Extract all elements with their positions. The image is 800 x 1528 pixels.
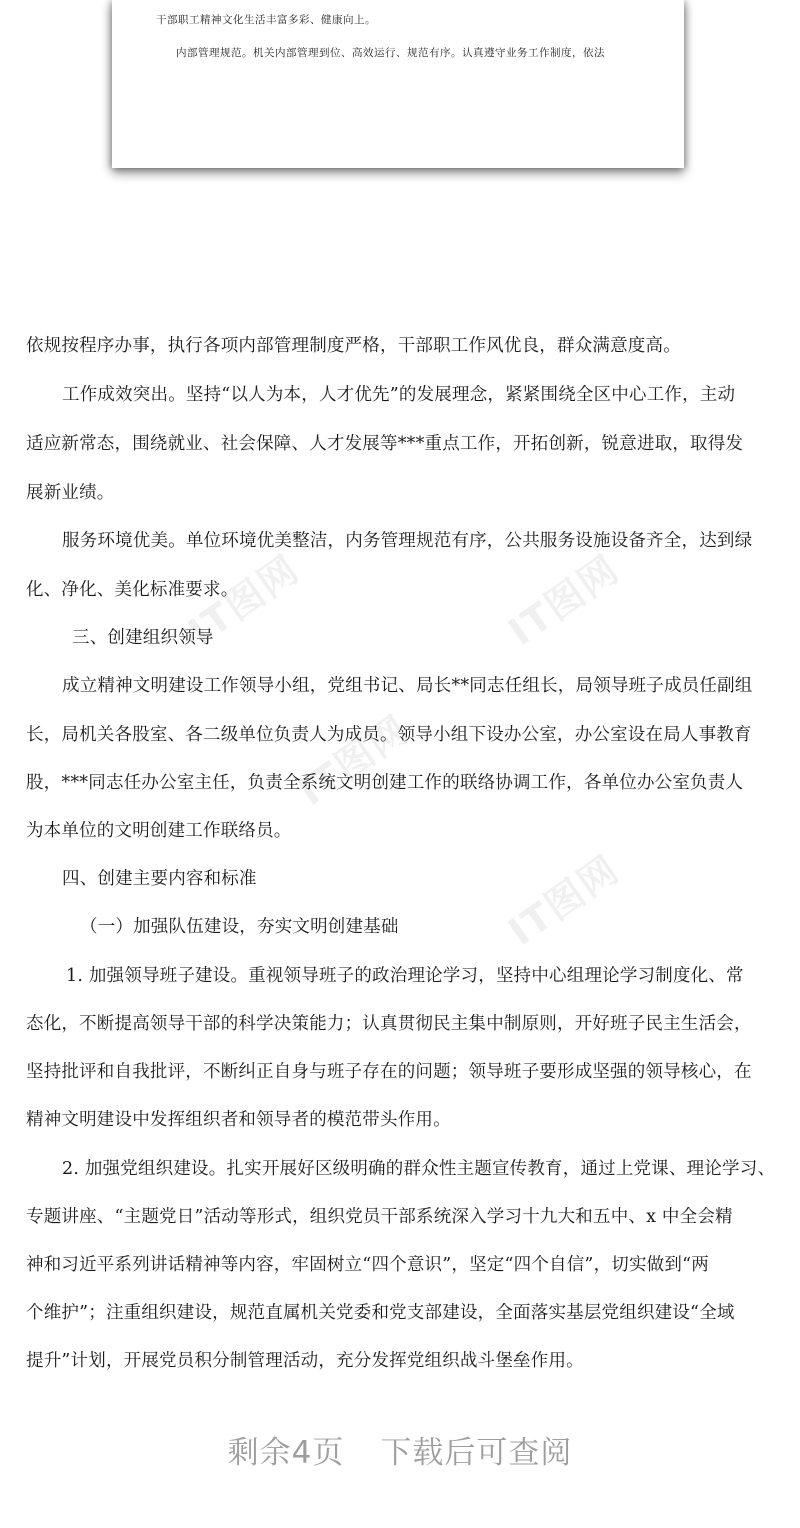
body-line: 化、净化、美化标准要求。	[26, 580, 239, 600]
body-line: 精神文明建设中发挥组织者和领导者的模范带头作用。	[26, 1110, 451, 1130]
download-hint[interactable]	[0, 1427, 800, 1472]
body-line: 专题讲座、“主题党日”活动等形式，组织党员干部系统深入学习十九大和五中、x 中全会精	[26, 1207, 733, 1227]
remaining-pages-label[interactable]: 剩余4页	[227, 1435, 345, 1471]
body-line: 为本单位的文明创建工作联络员。	[26, 821, 292, 841]
body-line: 依规按程序办事，执行各项内部管理制度严格，干部职工作风优良，群众满意度高。	[26, 336, 681, 356]
body-line: 股，***同志任办公室主任，负责全系统文明创建工作的联络协调工作，各单位办公室负责人	[26, 773, 744, 793]
watermark: IT图网	[290, 706, 418, 814]
body-line: 适应新常态，围绕就业、社会保障、人才发展等***重点工作，开拓创新，锐意进取，取得发	[26, 434, 744, 454]
body-line: 1. 加强领导班子建设。重视领导班子的政治理论学习，坚持中心组理论学习制度化、常	[66, 966, 744, 986]
subsection-heading: （一）加强队伍建设，夯实文明创建基础	[80, 917, 399, 937]
section-heading: 三、创建组织领导	[72, 628, 214, 648]
body-line: 长，局机关各股室、各二级单位负责人为成员。领导小组下设办公室，办公室设在局人事教育	[26, 725, 752, 745]
body-line: 个维护”；注重组织建设，规范直属机关党委和党支部建设，全面落实基层党组织建设“全域	[26, 1303, 735, 1323]
body-line: 神和习近平系列讲话精神等内容，牢固树立“四个意识”，坚定“四个自信”，切实做到“两	[26, 1255, 709, 1275]
body-line: 坚持批评和自我批评，不断纠正自身与班子存在的问题；领导班子要形成坚强的领导核心，在	[26, 1062, 752, 1082]
body-line: 提升”计划，开展党员积分制管理活动，充分发挥党组织战斗堡垒作用。	[26, 1351, 584, 1371]
body-line: 2. 加强党组织建设。扎实开展好区级明确的群众性主题宣传教育，通过上党课、理论学习、	[62, 1159, 776, 1179]
body-line: 态化，不断提高领导干部的科学决策能力；认真贯彻民主集中制原则，开好班子民主生活会，	[26, 1014, 752, 1034]
document-preview-card	[112, 0, 684, 168]
body-line: 服务环境优美。单位环境优美整洁，内务管理规范有序，公共服务设施设备齐全，达到绿	[62, 531, 753, 551]
body-line: 展新业绩。	[26, 483, 115, 503]
section-heading: 四、创建主要内容和标准	[62, 869, 257, 889]
watermark: IT图网	[180, 546, 308, 654]
watermark: IT图网	[500, 546, 628, 654]
body-line: 成立精神文明建设工作领导小组，党组书记、局长**同志任组长，局领导班子成员任副组	[62, 676, 753, 696]
preview-line-1: 干部职工精神文化生活丰富多彩、健康向上。	[156, 14, 376, 26]
body-line: 工作成效突出。坚持“以人为本，人才优先”的发展理念，紧紧围绕全区中心工作，主动	[62, 385, 736, 405]
watermark: IT图网	[500, 846, 628, 954]
preview-line-2: 内部管理规范。机关内部管理到位、高效运行、规范有序。认真遵守业务工作制度，依法	[176, 47, 605, 59]
download-to-view-label[interactable]: 下载后可查阅	[380, 1435, 573, 1471]
